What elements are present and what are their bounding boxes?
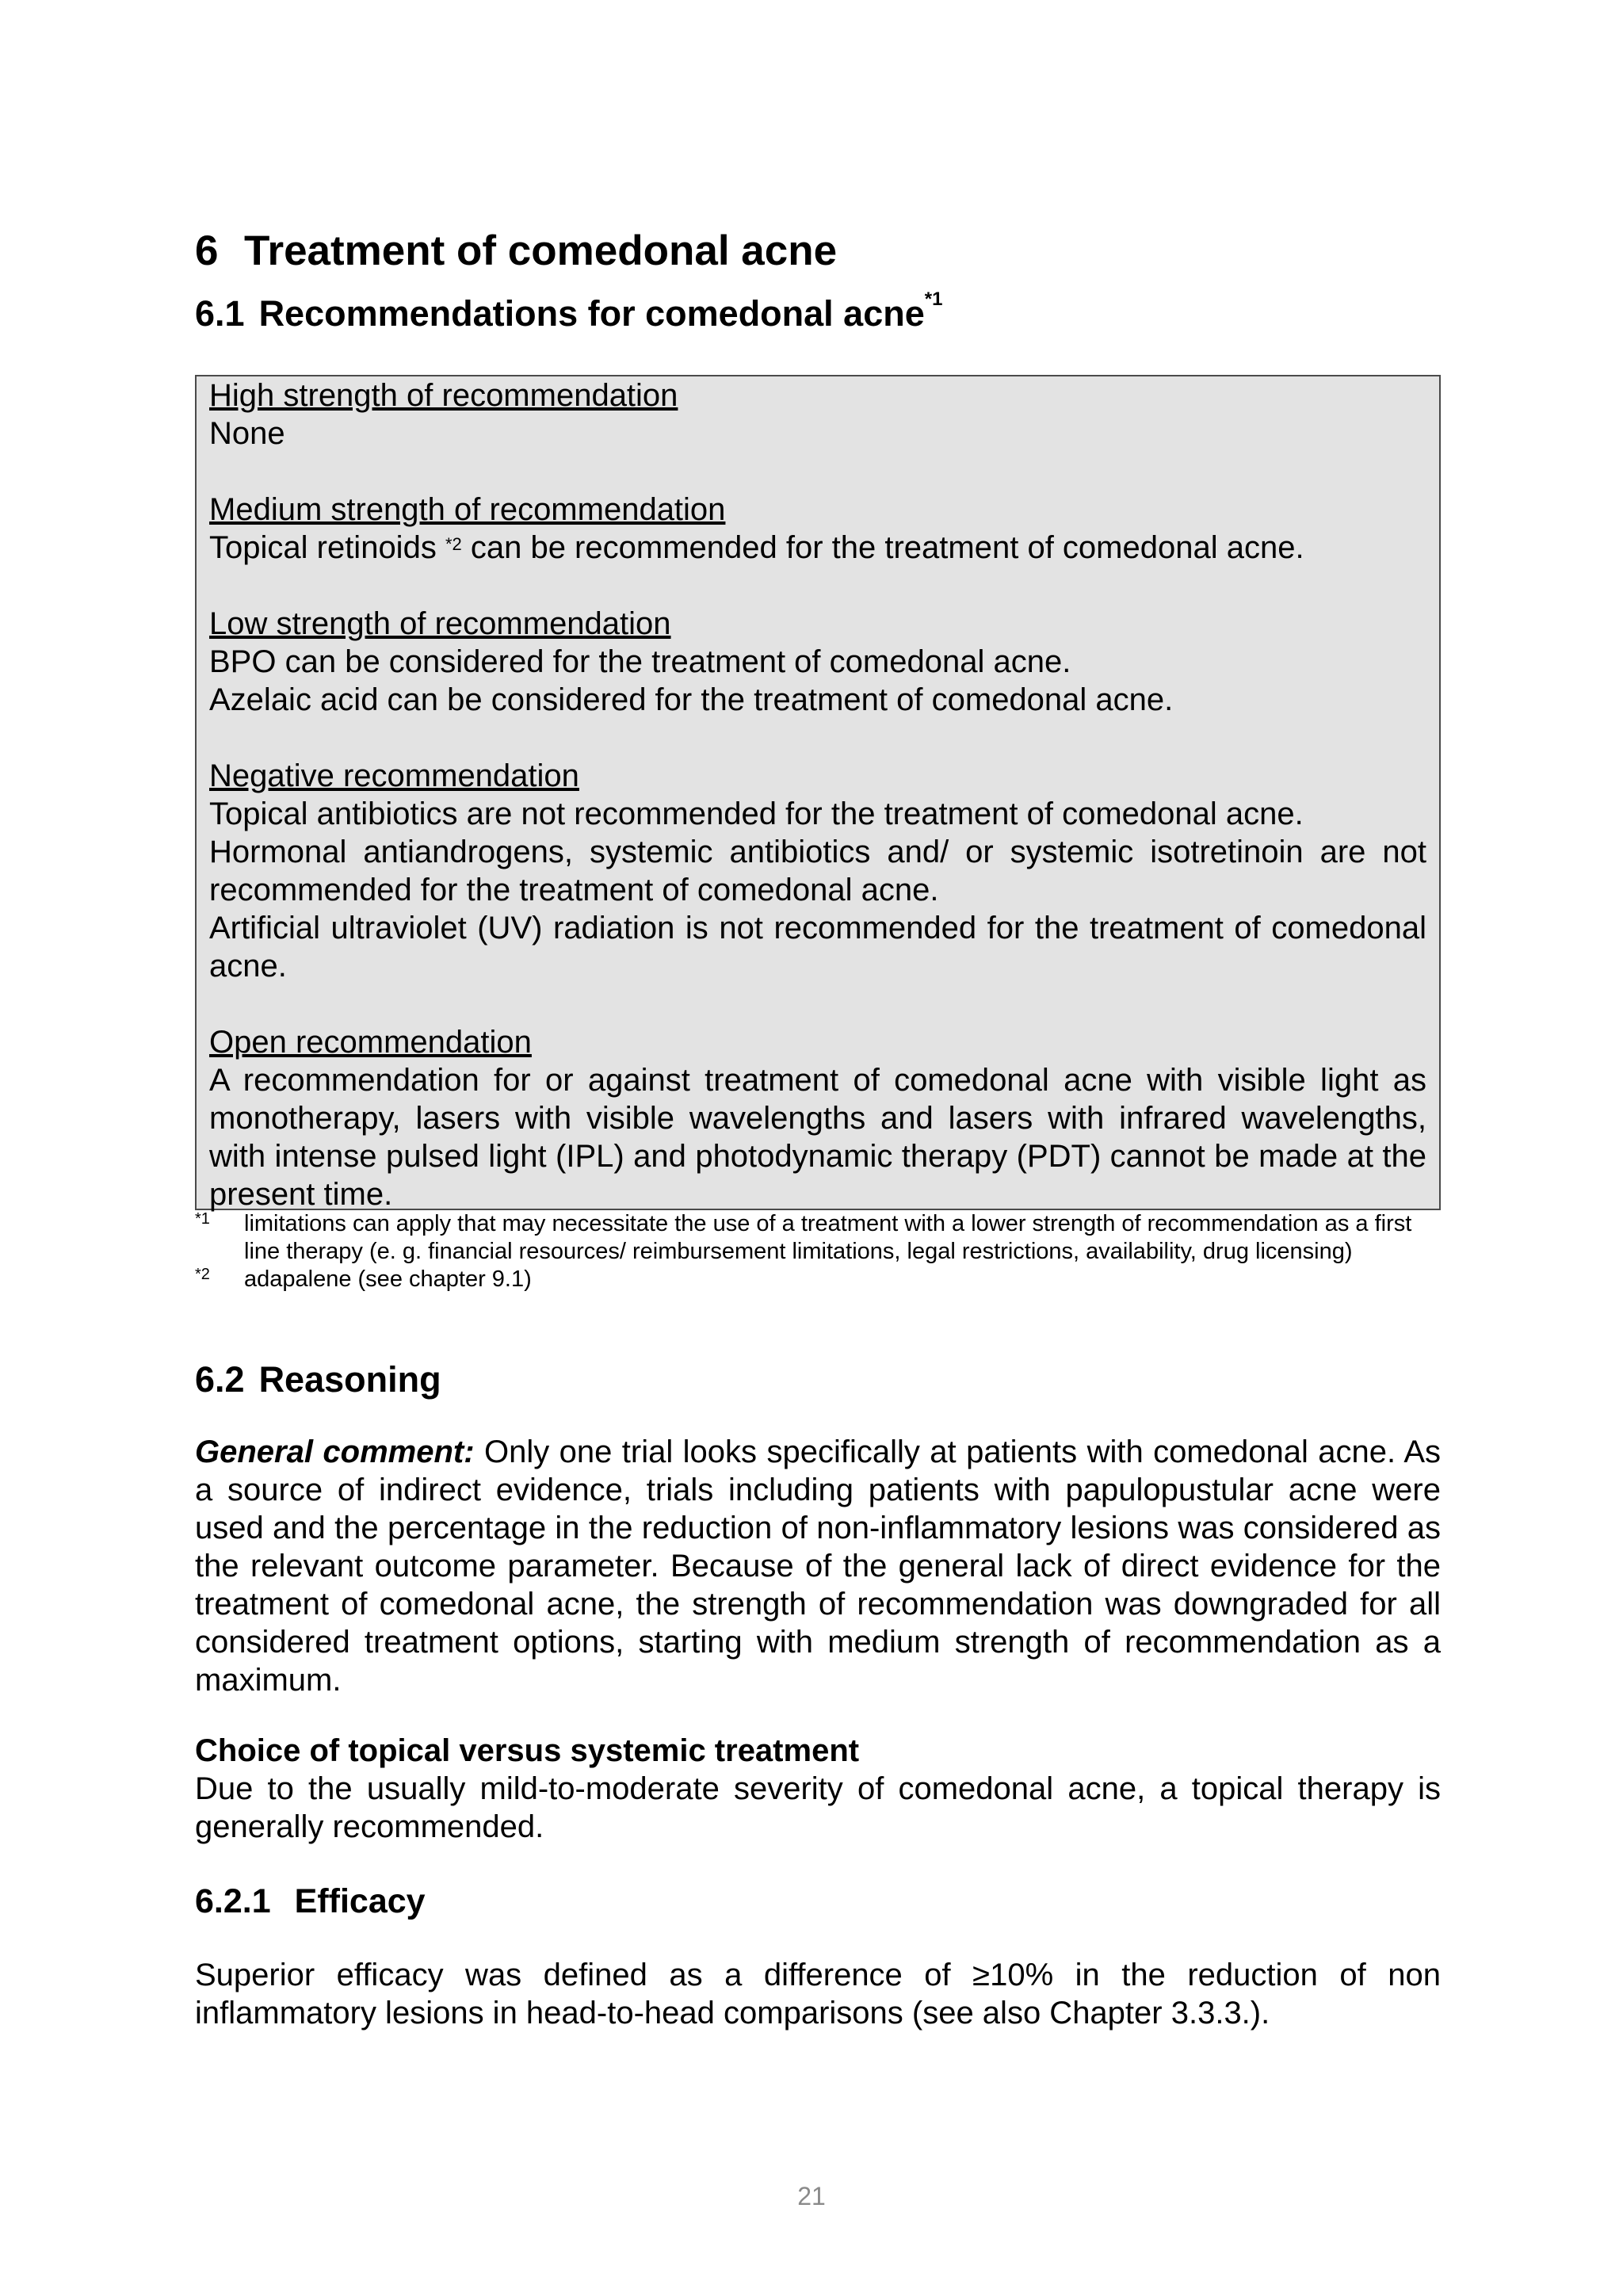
general-comment-text: Only one trial looks specifically at patients with comedonal acne. As a source of indirect evidence, trials including patients with papulopustular acne were used and the percentage in the reduction of non-inflammatory lesions was considered as the relevant outcome parameter. Because of the general lack of direct evidence for the treatment of comedonal acne, the strength of recommendation was downgraded for all considered treatment options, starting with medium strength of recommendation as a maximum. [195,1435,1441,1698]
negative-recommendation-text: Hormonal antiandrogens, systemic antibiotics and/ or systemic isotretinoin are not recommended for the treatment of comedonal acne. [209,835,1426,907]
footnote-1-marker: *1 [195,1210,210,1228]
footnote-2-marker: *2 [195,1266,210,1283]
high-recommendation [209,376,1426,453]
section-6-1-heading [195,288,943,334]
footnotes [195,1210,1441,1293]
section-6-2-1-heading [195,1882,426,1921]
medium-text-pre: Topical retinoids [209,530,445,565]
chapter-number: 6 [195,227,219,274]
section-6-2-heading [195,1359,441,1400]
open-recommendation [209,1023,1426,1213]
low-recommendation-text: BPO can be considered for the treatment of comedonal acne. [209,644,1071,679]
choice-text: Due to the usually mild-to-moderate severity of comedonal acne, a topical therapy is generally recommended. [195,1771,1441,1844]
footnote-ref-2: *2 [445,534,462,554]
chapter-heading [195,227,837,275]
open-recommendation-heading: Open recommendation [209,1025,532,1060]
section-6-2-number: 6.2 [195,1359,245,1400]
section-6-2-title: Reasoning [258,1359,441,1400]
negative-recommendation-heading: Negative recommendation [209,758,579,793]
footnote-2 [195,1266,1441,1293]
section-6-1-number: 6.1 [195,293,245,334]
low-recommendation [209,605,1426,719]
footnote-ref-1: *1 [924,288,943,310]
page-number: 21 [797,2182,826,2210]
low-recommendation-heading: Low strength of recommendation [209,606,671,641]
open-recommendation-text: A recommendation for or against treatment of comedonal acne with visible light as monotherapy, lasers with visible wavelengths and lasers with infrared wavelengths, with intense pulsed light (IPL) and photodynamic therapy (PDT) cannot be made at the present time. [209,1063,1426,1212]
efficacy-paragraph: Superior efficacy was defined as a difference of ≥10% in the reduction of non inflammatory lesions in head-to-head comparisons (see also Chapter 3.3.3.). [195,1958,1441,2030]
footnote-1-text: limitations can apply that may necessitate the use of a treatment with a lower strength of recommendation as a first line therapy (e. g. financial resources/ reimbursement limitations, legal restrictions, availability, drug licensing) [244,1211,1412,1264]
choice-paragraph [195,1732,1441,1846]
medium-recommendation-heading: Medium strength of recommendation [209,492,726,527]
choice-heading: Choice of topical versus systemic treatment [195,1733,860,1768]
medium-recommendation-text [209,529,1426,567]
medium-text-post: can be recommended for the treatment of comedonal acne. [461,530,1304,565]
negative-recommendation [209,757,1426,985]
negative-recommendation-text: Topical antibiotics are not recommended for the treatment of comedonal acne. [209,797,1304,831]
footnote-2-text: adapalene (see chapter 9.1) [244,1266,532,1292]
general-comment-paragraph [195,1433,1441,1699]
negative-recommendation-text: Artificial ultraviolet (UV) radiation is not recommended for the treatment of comedonal acne. [209,911,1426,984]
high-recommendation-text: None [209,416,285,451]
general-comment-label: General comment: [195,1435,475,1469]
high-recommendation-heading: High strength of recommendation [209,378,678,413]
chapter-title: Treatment of comedonal acne [244,227,838,274]
medium-recommendation [209,491,1426,567]
footnote-1 [195,1210,1441,1266]
section-6-2-1-title: Efficacy [294,1882,426,1920]
section-6-2-1-number: 6.2.1 [195,1882,271,1920]
recommendation-box [195,375,1441,1210]
section-6-1-title: Recommendations for comedonal acne [258,293,925,334]
low-recommendation-text: Azelaic acid can be considered for the treatment of comedonal acne. [209,682,1174,717]
